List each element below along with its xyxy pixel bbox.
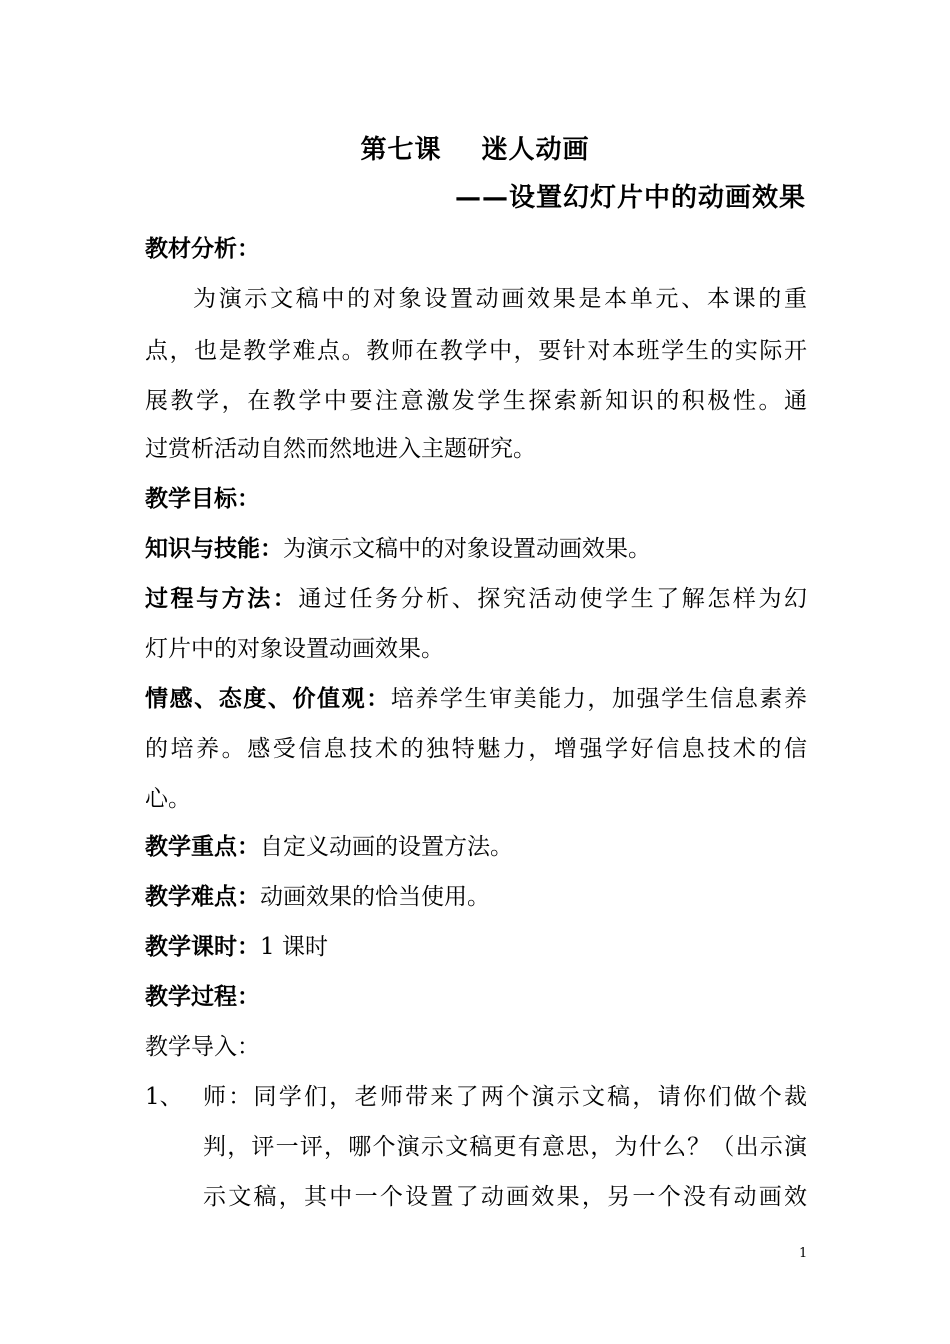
hours-label: 教学课时： [145, 934, 260, 960]
difficulty-label: 教学难点： [145, 884, 260, 910]
material-line-3: 展教学，在教学中要注意激发学生探索新知识的积极性。通 [145, 388, 807, 414]
list-item-1-line-1: 师：同学们，老师带来了两个演示文稿，请你们做个裁 [203, 1084, 807, 1110]
key-row [145, 830, 513, 864]
process-text: 通过任务分析、探究活动使学生了解怎样为幻 [298, 586, 808, 612]
page-number: 1 [799, 1246, 808, 1261]
key-label: 教学重点： [145, 834, 260, 860]
process-text-2: 灯片中的对象设置动画效果。 [145, 636, 444, 662]
material-line-4: 过赏析活动自然而然地进入主题研究。 [145, 436, 536, 462]
material-line-1: 为演示文稿中的对象设置动画效果是本单元、本课的重 [193, 286, 807, 312]
difficulty-row [145, 880, 490, 914]
list-item-1-line-3: 示文稿，其中一个设置了动画效果，另一个没有动画效 [203, 1184, 807, 1210]
process-heading: 教学过程： [145, 984, 260, 1010]
hours-text: 1 课时 [260, 934, 328, 960]
knowledge-text: 为演示文稿中的对象设置动画效果。 [283, 536, 651, 562]
difficulty-text: 动画效果的恰当使用。 [260, 884, 490, 910]
process-row [145, 582, 807, 616]
lesson-number: 第七课 [360, 135, 442, 165]
emotion-row [145, 682, 807, 716]
knowledge-label: 知识与技能： [145, 536, 283, 562]
key-text: 自定义动画的设置方法。 [260, 834, 513, 860]
emotion-text-3: 心。 [145, 786, 191, 812]
material-heading: 教材分析： [145, 236, 260, 262]
emotion-text-2: 的培养。感受信息技术的独特魅力，增强学好信息技术的信 [145, 736, 807, 762]
hours-row [145, 930, 328, 964]
lesson-subtitle: ——设置幻灯片中的动画效果 [454, 183, 806, 213]
emotion-text: 培养学生审美能力，加强学生信息素养 [390, 686, 808, 712]
material-line-2: 点，也是教学难点。教师在教学中，要针对本班学生的实际开 [145, 338, 807, 364]
knowledge-row [145, 532, 651, 566]
process-label: 过程与方法： [145, 586, 299, 612]
goals-heading: 教学目标： [145, 486, 260, 512]
list-item-1 [145, 1080, 203, 1114]
emotion-label: 情感、态度、价值观： [145, 686, 391, 712]
lesson-name: 迷人动画 [481, 135, 590, 165]
list-item-number: 1、 [145, 1084, 183, 1110]
list-item-1-line-2: 判，评一评，哪个演示文稿更有意思，为什么？（出示演 [203, 1134, 807, 1160]
lesson-title [0, 128, 950, 172]
intro-label: 教学导入： [145, 1034, 260, 1060]
